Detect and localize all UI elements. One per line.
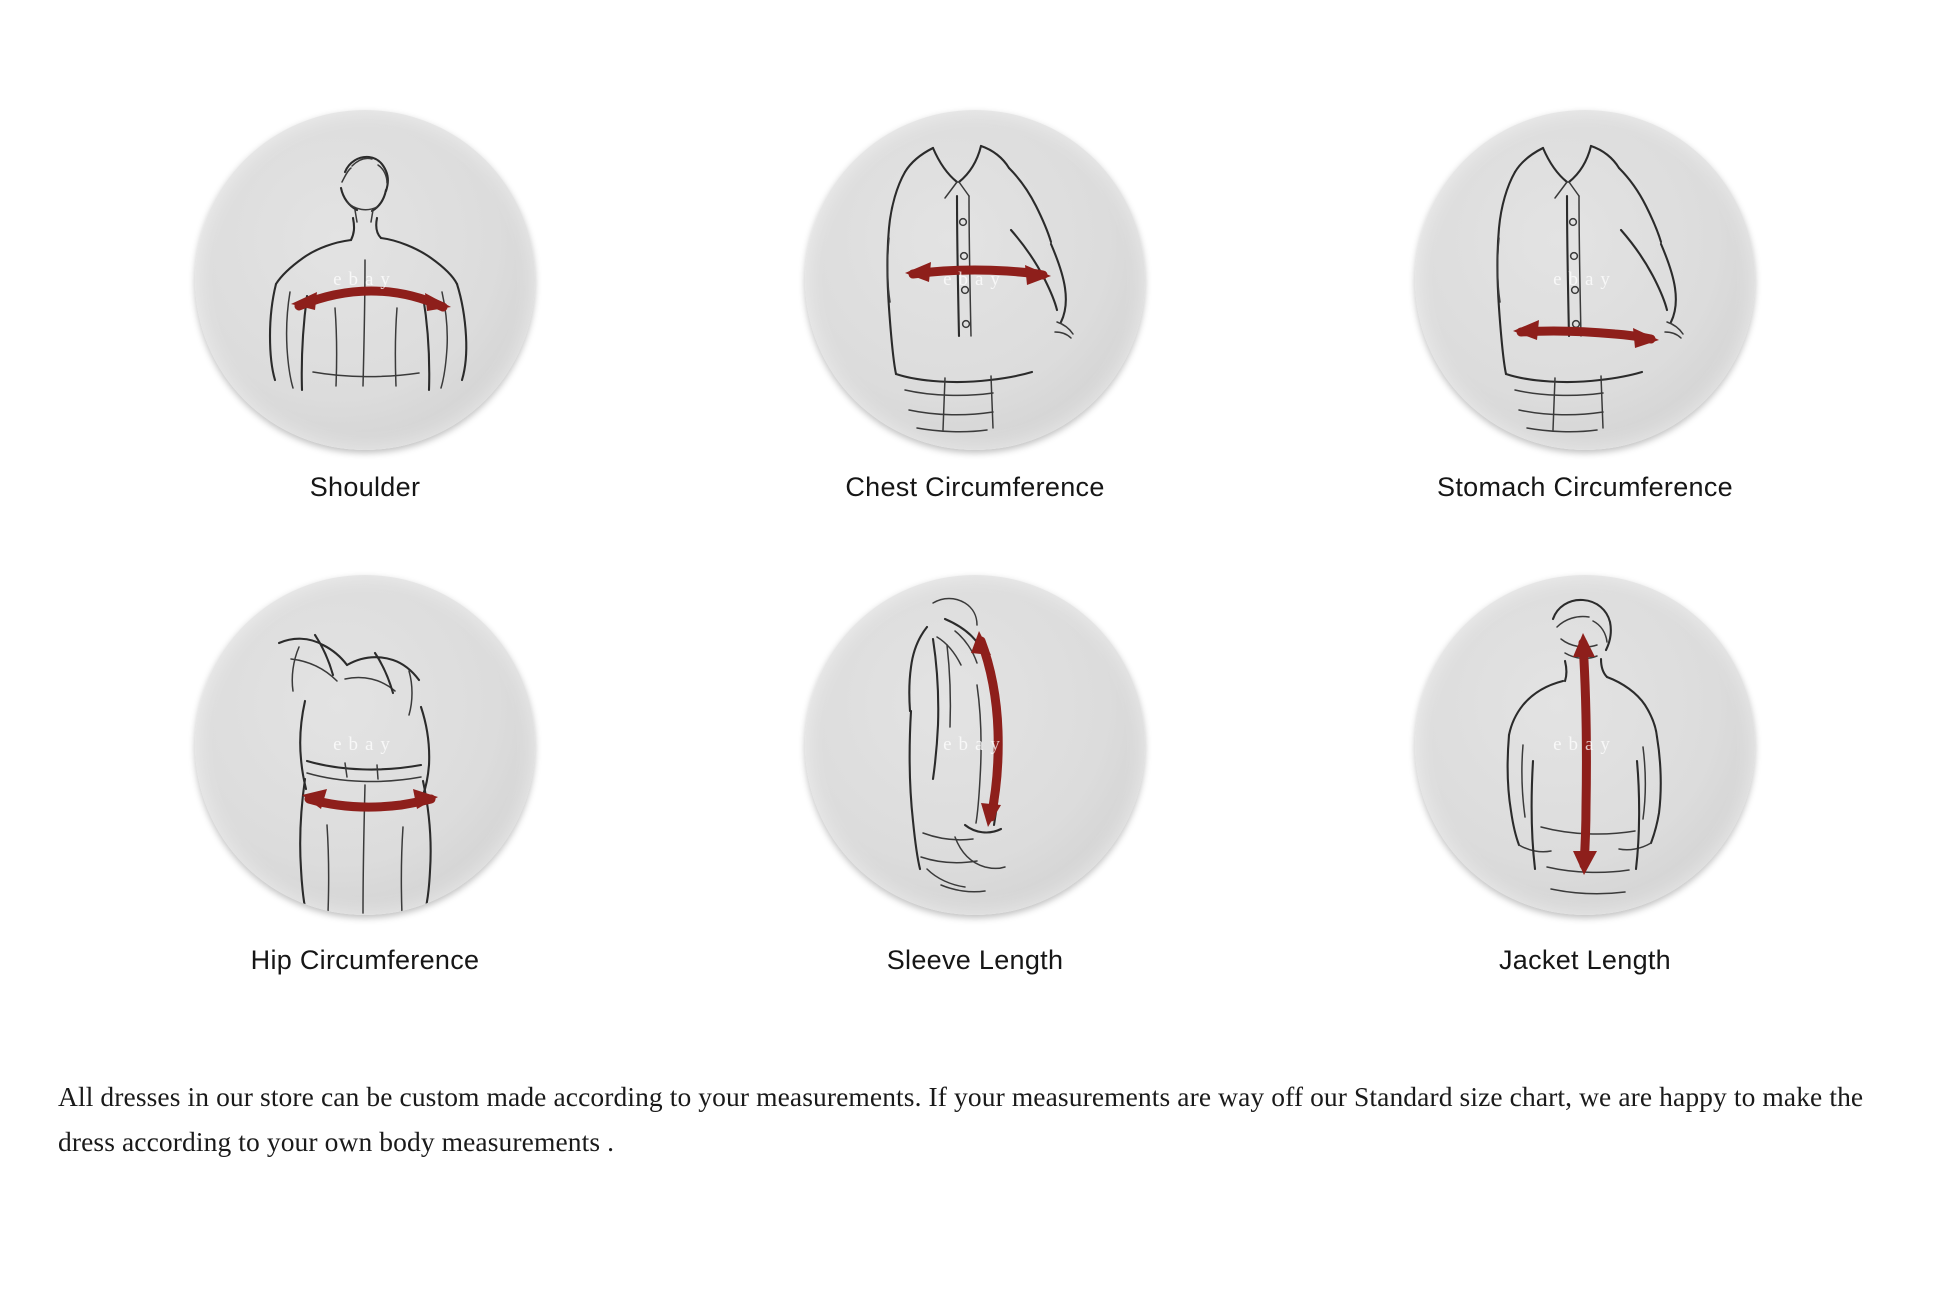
measurement-card-jacket-length bbox=[1280, 575, 1890, 1040]
illustration-wrap bbox=[1415, 110, 1755, 450]
measurement-label: Chest Circumference bbox=[845, 472, 1105, 502]
illustration-wrap bbox=[805, 575, 1145, 915]
measurement-label: Shoulder bbox=[309, 472, 421, 502]
back-jacket-length-icon bbox=[1415, 575, 1755, 915]
illustration-wrap bbox=[195, 110, 535, 450]
watermark: ebay bbox=[333, 269, 397, 290]
measurement-label: Jacket Length bbox=[1498, 945, 1672, 975]
watermark: ebay bbox=[1553, 269, 1617, 290]
measurement-card-shoulder bbox=[60, 110, 670, 575]
measurement-label: Stomach Circumference bbox=[1437, 472, 1733, 502]
watermark: ebay bbox=[333, 734, 397, 755]
measurement-label: Hip Circumference bbox=[250, 945, 480, 975]
illustration-wrap bbox=[195, 575, 535, 915]
back-torso-shoulder-icon bbox=[195, 110, 535, 450]
watermark: ebay bbox=[943, 734, 1007, 755]
measurement-card-hip-circumference bbox=[60, 575, 670, 1040]
jacket-sleeve-icon bbox=[805, 575, 1145, 915]
measurement-card-stomach-circumference bbox=[1280, 110, 1890, 575]
illustration-wrap bbox=[805, 110, 1145, 450]
watermark: ebay bbox=[1553, 734, 1617, 755]
custom-made-note: All dresses in our store can be custom made according to your measurements. If your measurements are way off our Standard size chart, we are happy to make the dress according to your own body measurements . bbox=[58, 1081, 1864, 1157]
measurement-grid bbox=[60, 110, 1890, 1040]
measurement-card-sleeve-length bbox=[670, 575, 1280, 1040]
front-shirt-chest-icon bbox=[805, 110, 1145, 450]
measurement-card-chest-circumference bbox=[670, 110, 1280, 575]
illustration-wrap bbox=[1415, 575, 1755, 915]
measurement-label: Sleeve Length bbox=[886, 945, 1064, 975]
watermark: ebay bbox=[943, 269, 1007, 290]
hip-torso-icon bbox=[195, 575, 535, 915]
front-shirt-waist-icon bbox=[1415, 110, 1755, 450]
